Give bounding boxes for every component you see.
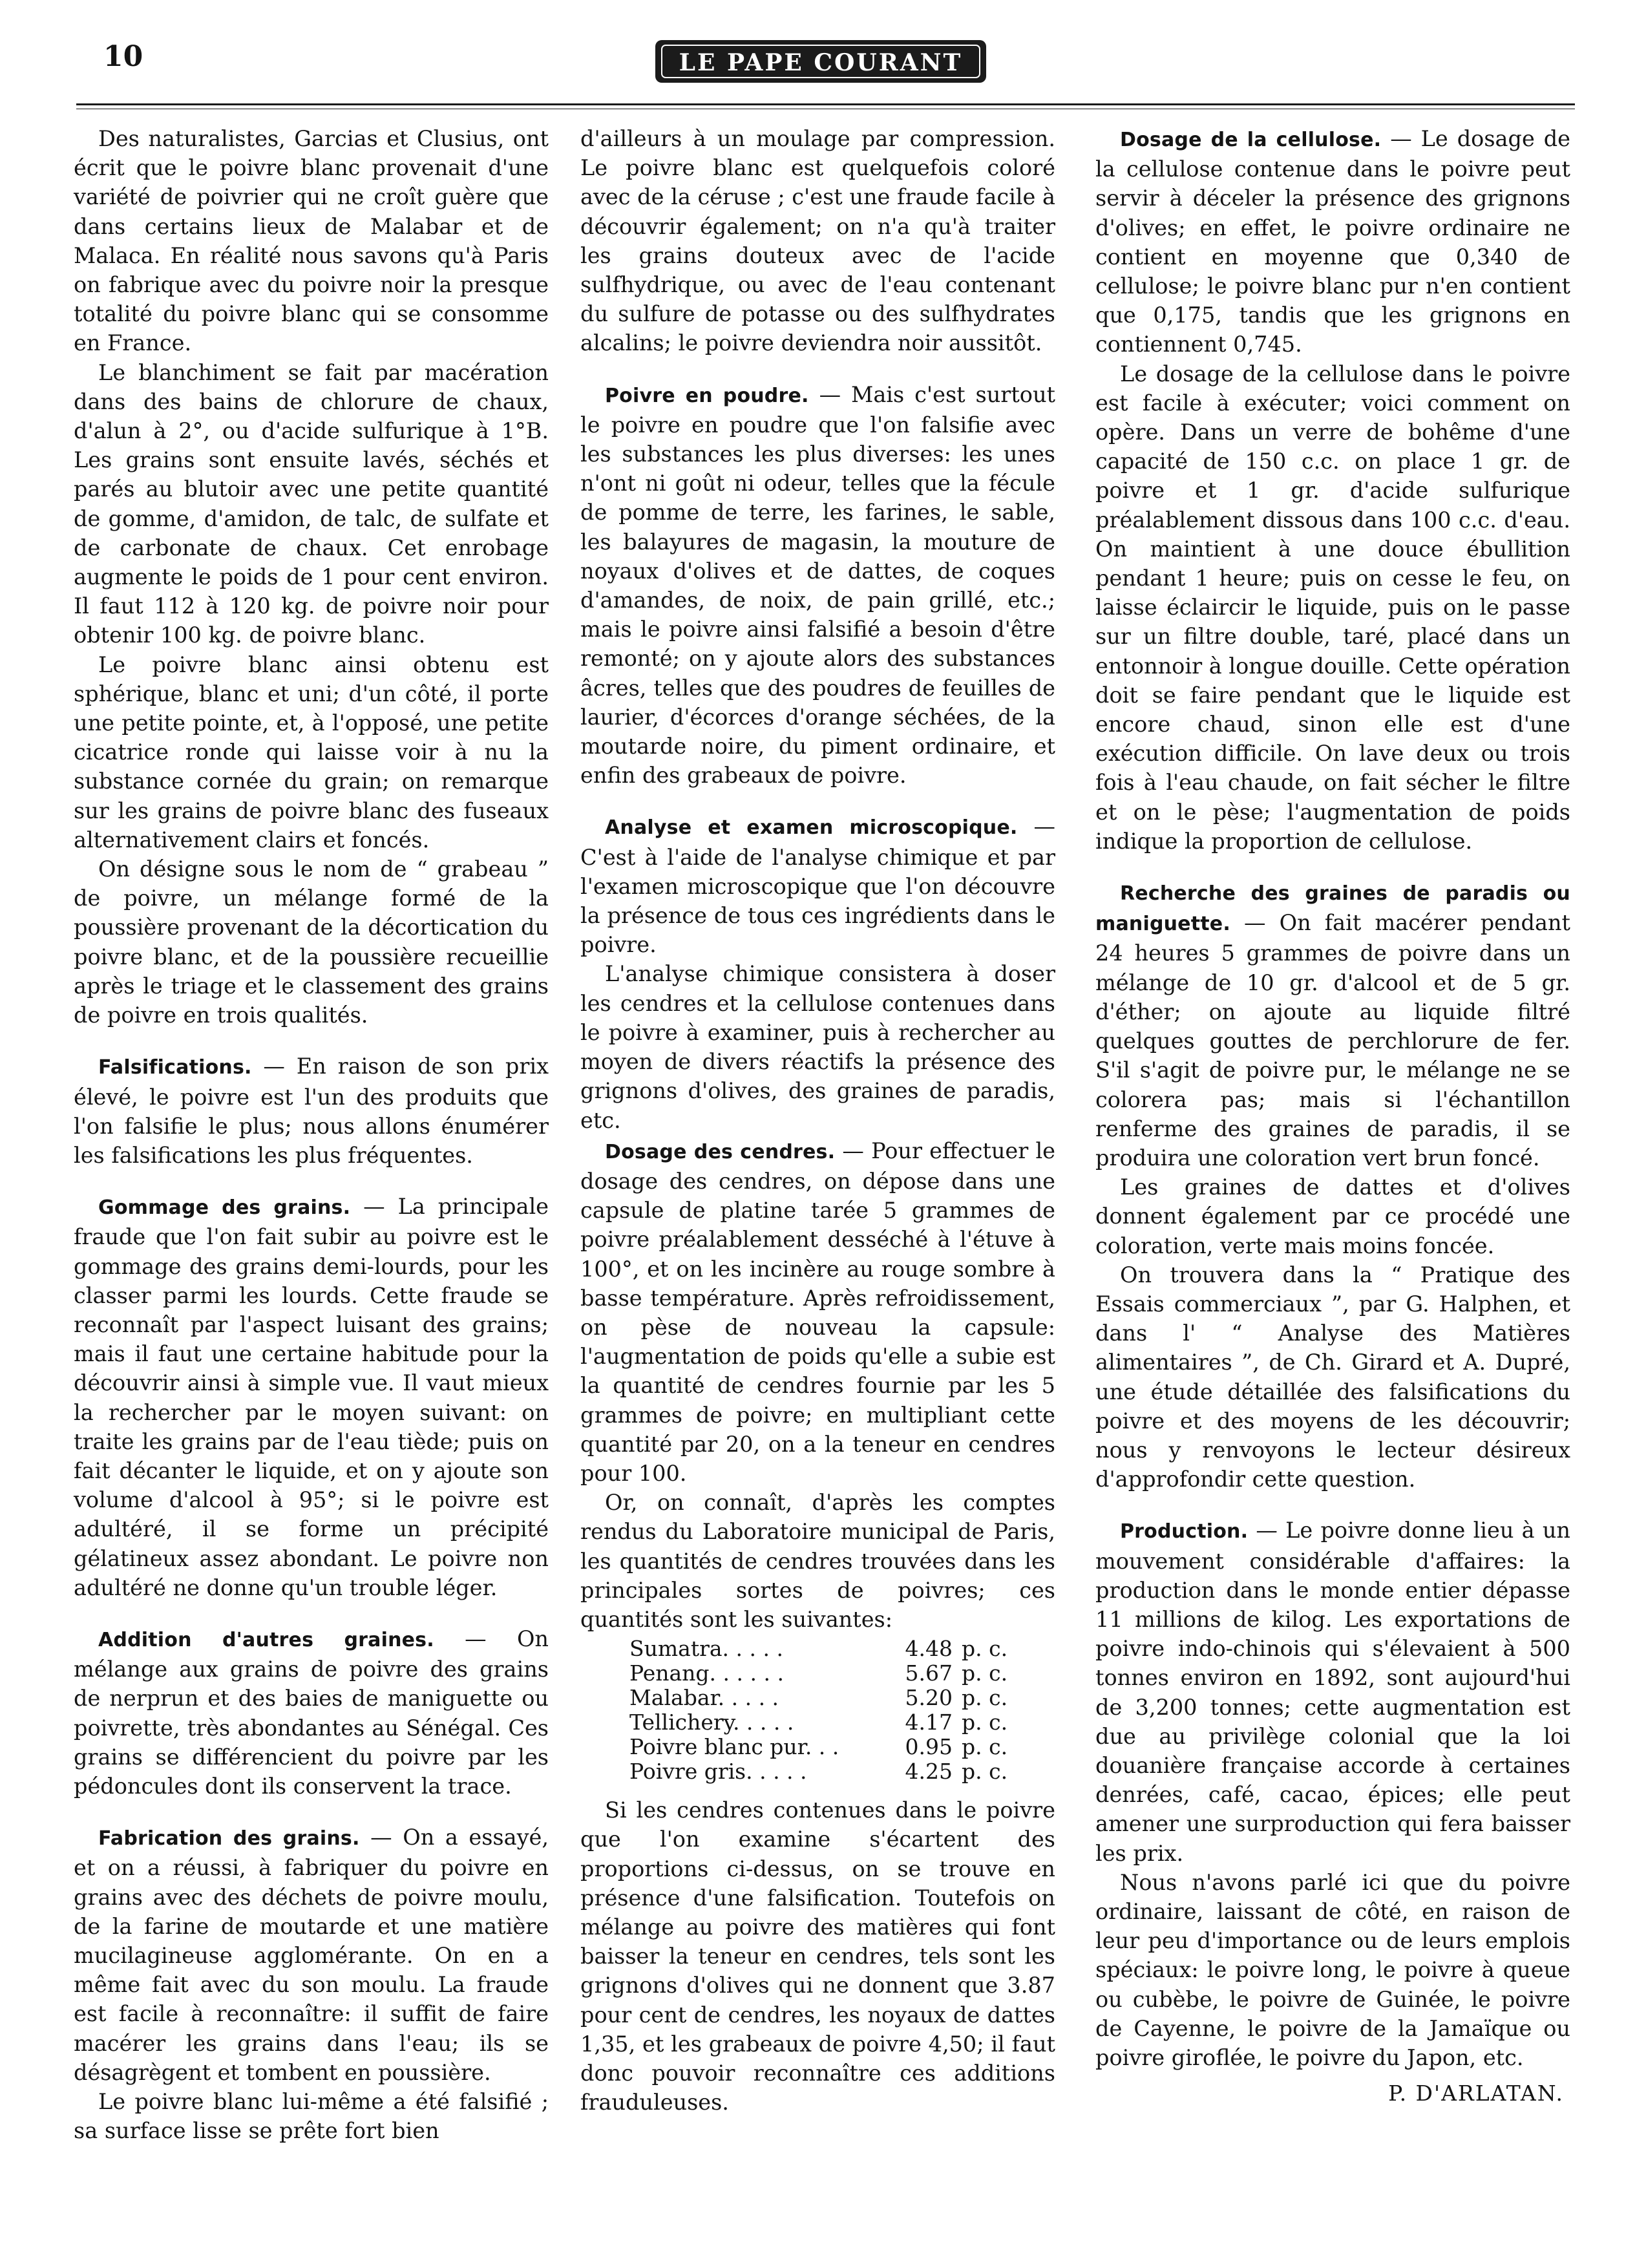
paragraph-continued: d'ailleurs à un moulage par compression. Le poivre blanc est quelquefois coloré avec de la céruse ; c'est une fraude facile à découvrir également; on n'a qu'à traiter les grains douteux avec de l'acide sulfhydrique, ou avec de l'eau contenant du sulfure de potasse ou des sulfhydrates alcalins; le poivre deviendra noir aussitôt.	[580, 126, 1055, 356]
section-heading: Production.	[1120, 1520, 1249, 1543]
section-text: — Le dosage de la cellulose contenue dans le poivre peut servir à déceler la présence des grignons d'olives; en effet, le poivre ordinaire ne contient en moyenne que 0,340 de cellulose; le poivre blanc pur n'en contient que 0,175, tandis que les grignons en contiennent 0,745.	[1095, 126, 1571, 357]
section-dosage-cendres	[580, 1136, 1055, 1488]
page-number: 10	[103, 40, 143, 73]
table-cell-unit: p. c.	[962, 1685, 1008, 1711]
section-heading: Recherche des graines de paradis ou maniguette.	[1095, 882, 1570, 936]
paragraph: Si les cendres contenues dans le poivre que l'on examine s'écartent des proportions ci-dessus, on se trouve en présence d'une falsification. Toutefois on mélange au poivre des matières qui font baisser la teneur en cendres, tels sont les grignons d'olives qui ne donnent que 3.87 pour cent de cendres, les noyaux de dattes 1,35, et les grabeaux de poivre 4,50; il faut donc pouvoir reconnaître ces additions frauduleuses.	[580, 1797, 1055, 2115]
section-falsifications	[74, 1052, 549, 1170]
table-row	[629, 1735, 1017, 1759]
section-heading: Dosage de la cellulose.	[1120, 129, 1382, 151]
paragraph: L'analyse chimique consistera à doser les cendres et la cellulose contenues dans le poivre à examiner, puis à rechercher au moyen de divers réactifs la présence des grignons d'olives, des graines de paradis, etc.	[580, 961, 1055, 1133]
paragraph: Or, on connaît, d'après les comptes rendus du Laboratoire municipal de Paris, les quantités de cendres trouvées dans les principales sortes de poivres; ces quantités sont les suivantes:	[580, 1490, 1055, 1632]
section-text: — On mélange aux grains de poivre des grains de nerprun et des baies de maniguette ou poivrette, très abondantes au Sénégal. Ces grains se différencient du poivre par les pédoncules dont ils conservent la trace.	[74, 1626, 549, 1799]
section-heading: Dosage des cendres.	[605, 1140, 836, 1163]
author-signature: P. D'ARLATAN.	[1388, 2081, 1564, 2106]
section-text: — En raison de son prix élevé, le poivre est l'un des produits que l'on falsifie le plus; nous allons énumérer les falsifications les plus fréquentes.	[74, 1054, 549, 1168]
masthead-logo	[653, 28, 989, 93]
table-row	[629, 1637, 1017, 1661]
section-heading: Addition d'autres graines.	[98, 1628, 434, 1651]
section-text: — On fait macérer pendant 24 heures 5 grammes de poivre dans un mélange de 10 gr. d'alcool et de 5 gr. d'éther; on ajoute au liquide filtré quelques gouttes de perchlorure de fer. S'il s'agit de poivre pur, le mélange ne se colorera pas; mais si l'échantillon renferme des graines de paradis, il se produira une coloration vert brun foncé.	[1095, 910, 1570, 1171]
table-row	[629, 1686, 1017, 1710]
paragraph: Les graines de dattes et d'olives donnent également par ce procédé une coloration, verte mais moins foncée.	[1095, 1174, 1570, 1258]
table-cell-unit: p. c.	[962, 1660, 1008, 1686]
table-cell-unit: p. c.	[962, 1710, 1008, 1735]
column-2	[580, 124, 1055, 2117]
section-heading: Poivre en poudre.	[605, 384, 809, 407]
header-rule-thick	[76, 103, 1575, 105]
section-graines-paradis	[1095, 878, 1570, 1172]
table-cell-value: 5.67	[905, 1660, 953, 1686]
paragraph: Le dosage de la cellulose dans le poivre est facile à exécuter; voici comment on opère. Dans un verre de bohême d'une capacité de 150 c.c. on place 1 gr. de poivre et 1 gr. d'acide sulfurique préalablement dissous dans 100 c.c. d'eau. On maintient à une douce ébullition pendant 1 heure; puis on cesse le feu, on laisse éclaircir le liquide, puis on le passe sur un filtre double, taré, placé dans un entonnoir à longue douille. Cette opération doit se faire pendant que le liquide est encore chaud, sinon elle est d'une exécution difficile. On lave deux ou trois fois à l'eau chaude, on fait sécher le filtre et on le pèse; l'augmentation de poids indique la proportion de cellulose.	[1095, 361, 1570, 854]
section-fabrication	[74, 1823, 549, 2087]
section-production	[1095, 1516, 1570, 1867]
table-cell-value: 5.20	[905, 1685, 953, 1711]
paragraph: On désigne sous le nom de “ grabeau ” de poivre, un mélange formé de la poussière provenant de la décortication du poivre blanc, et de la poussière recueillie après le triage et le classement des grains de poivre en trois qualités.	[74, 856, 549, 1028]
ash-content-table	[629, 1637, 1017, 1784]
section-heading: Analyse et examen microscopique.	[605, 816, 1018, 840]
section-text: — C'est à l'aide de l'analyse chimique et par l'examen microscopique que l'on découvre la présence de tous ces ingrédients dans le poivre.	[580, 814, 1055, 958]
section-addition	[74, 1624, 549, 1801]
table-cell-name: Poivre blanc pur. . .	[629, 1734, 839, 1760]
paragraph: Nous n'avons parlé ici que du poivre ordinaire, laissant de côté, en raison de leur peu d'importance ou de leurs emplois spéciaux: le poivre long, le poivre à queue ou cubèbe, le poivre de Guinée, le poivre de Cayenne, le poivre de la Jamaïque ou poivre giroflée, le poivre du Japon, etc.	[1095, 1869, 1570, 2070]
section-dosage-cellulose	[1095, 124, 1570, 359]
section-heading: Fabrication des grains.	[98, 1827, 360, 1850]
section-heading: Gommage des grains.	[98, 1196, 351, 1220]
table-cell-name: Sumatra. . . . .	[629, 1636, 783, 1662]
table-cell-unit: p. c.	[962, 1636, 1008, 1662]
section-poivre-en-poudre	[580, 380, 1055, 790]
section-text: — On a essayé, et on a réussi, à fabriquer du poivre en grains avec des déchets de poivre moulu, de la farine de moutarde et une matière mucilagineuse agglomérante. On en a même fait avec du son moulu. La fraude est facile à reconnaître: il suffit de faire macérer les grains dans l'eau; ils se désagrègent et tombent en poussière.	[74, 1825, 549, 2085]
paragraph: Le poivre blanc lui-même a été falsifié ; sa surface lisse se prête fort bien	[74, 2089, 549, 2144]
table-cell-name: Poivre gris. . . . .	[629, 1759, 807, 1785]
table-row	[629, 1759, 1017, 1784]
paragraph: On trouvera dans la “ Pratique des Essais commerciaux ”, par G. Halphen, et dans l' “ Analyse des Matières alimentaires ”, de Ch. Girard et A. Dupré, une étude détaillée des falsifications du poivre et des moyens de les découvrir; nous y renvoyons le lecteur désireux d'approfondir cette question.	[1095, 1262, 1570, 1492]
table-cell-name: Penang. . . . . .	[629, 1660, 784, 1686]
section-text: — La principale fraude que l'on fait subir au poivre est le gommage des grains demi-lourds, pour les classer parmi les lourds. Cette fraude se reconnaît par l'aspect luisant des grains; mais il faut une certaine habitude pour la découvrir ainsi à simple vue. Il vaut mieux la rechercher par le moyen suivant: on traite les grains par de l'eau tiède; puis on fait décanter le liquide, et on y ajoute son volume d'alcool à 95°; si le poivre est adultéré, il se forme un précipité gélatineux assez abondant. Le poivre non adultéré ne donne qu'un trouble léger.	[74, 1194, 549, 1600]
table-row	[629, 1710, 1017, 1735]
table-row	[629, 1661, 1017, 1686]
table-cell-unit: p. c.	[962, 1734, 1008, 1760]
table-cell-value: 0.95	[905, 1734, 953, 1760]
column-1	[74, 124, 549, 2145]
section-heading: Falsifications.	[98, 1056, 252, 1079]
table-cell-unit: p. c.	[962, 1759, 1008, 1785]
table-cell-value: 4.48	[905, 1636, 953, 1662]
section-text: — Mais c'est surtout le poivre en poudre que l'on falsifie avec les substances les plus diverses: les unes n'ont ni goût ni odeur, telles que la fécule de pomme de terre, les farines, le sable, les balayures de magasin, la mouture de noyaux d'olives et de dattes, de coques d'amandes, de noix, de pain grillé, etc.; mais le poivre ainsi falsifié a besoin d'être remonté; on y ajoute alors des substances âcres, telles que des poudres de feuilles de laurier, d'écorces d'orange séchées, de la moutarde noire, du piment ordinaire, et enfin des grabeaux de poivre.	[580, 381, 1055, 789]
section-text: — Le poivre donne lieu à un mouvement considérable d'affaires: la production dans le monde entier dépasse 11 millions de kilog. Les exportations de poivre indo-chinois qui s'élevaient à 500 tonnes environ en 1892, sont aujourd'hui de 3,200 tonnes; cette augmentation est due au privilège colonial que la loi douanière française accorde à certaines denrées, café, cacao, épices; elle peut amener une surproduction qui fera baisser les prix.	[1095, 1518, 1570, 1866]
section-analyse	[580, 812, 1055, 959]
paragraph: Le poivre blanc ainsi obtenu est sphérique, blanc et uni; d'un côté, il porte une petite pointe, et, à l'opposé, une petite cicatrice ronde qui laisse voir à nu la substance cornée du grain; on remarque sur les grains de poivre blanc des fuseaux alternativement clairs et foncés.	[74, 652, 549, 853]
paragraph: Des naturalistes, Garcias et Clusius, ont écrit que le poivre blanc provenait d'une variété de poivrier qui ne croît guère que dans certains lieux de Malabar et de Malaca. En réalité nous savons qu'à Paris on fabrique avec du poivre noir la presque totalité du poivre blanc qui se consomme en France.	[74, 126, 549, 356]
section-gommage	[74, 1192, 549, 1602]
column-3	[1095, 124, 1570, 2108]
masthead-text: LE PAPE COURANT	[679, 49, 963, 76]
table-cell-name: Malabar. . . . .	[629, 1685, 779, 1711]
table-cell-value: 4.17	[905, 1710, 953, 1735]
table-cell-name: Tellichery. . . . .	[629, 1710, 794, 1735]
paragraph: Le blanchiment se fait par macération dans des bains de chlorure de chaux, d'alun à 2°, ou d'acide sulfurique à 1°B. Les grains sont ensuite lavés, séchés et parés au blutoir avec une petite quantité de gomme, d'amidon, de talc, de sulfate et de carbonate de chaux. Cet enrobage augmente le poids de 1 pour cent environ. Il faut 112 à 120 kg. de poivre noir pour obtenir 100 kg. de poivre blanc.	[74, 359, 549, 648]
section-text: — Pour effectuer le dosage des cendres, on dépose dans une capsule de platine tarée 5 grammes de poivre préalablement desséché à l'étuve à 100°, et on les incinère au rouge sombre à basse température. Après refroidissement, on pèse de nouveau la capsule: l'augmentation de poids qu'elle a subie est la quantité de cendres fournie par les 5 grammes de poivre; en multipliant cette quantité par 20, on a la teneur en cendres pour 100.	[580, 1138, 1055, 1486]
table-cell-value: 4.25	[905, 1759, 953, 1785]
